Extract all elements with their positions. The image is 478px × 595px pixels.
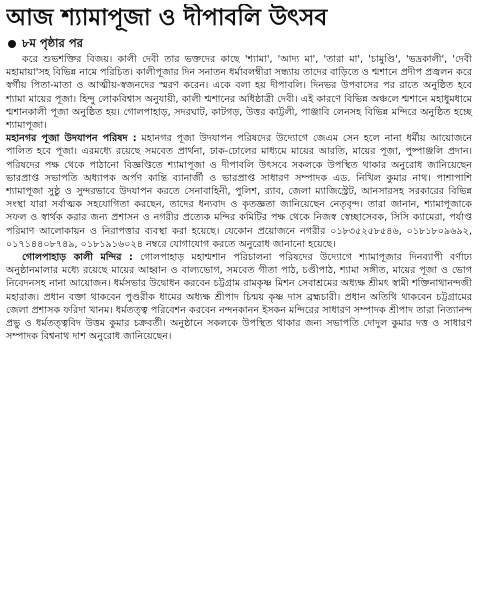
article-headline: আজ শ্যামাপূজা ও দীপাবলি উৎসব xyxy=(6,5,328,31)
continued-from-label: ৮ম পৃষ্ঠার পর xyxy=(22,36,83,50)
section-heading-puja-parishad: মহানগর পূজা উদযাপন পরিষদ : xyxy=(6,133,137,145)
bullet-icon xyxy=(8,40,16,48)
continued-from-line xyxy=(6,36,472,51)
section-body-golpahar-temple: গোলপাহাড় মহাশ্মশান পরিচালনা পরিষদের উদ্যোগে শ্যামাপূজার দিনব্যাপী বর্ণাঢ্য অনুষ্ঠানমালার মধ্যে রয়েছে মায়ের আহ্বান ও বাল্যভোগ, সমবেত গীতা পাঠ, চণ্ডীপাঠ, শ্যামা সঙ্গীত, মায়ের পূজা ও ভোগ নিবেদনসহ নানা আয়োজন। ধর্মসভার উদ্বোধন করবেন চট্টগ্রাম রামকৃষ্ণ মিশন সেবাশ্রমের অধ্যক্ষ শ্রীমৎ স্বামী শক্তিনাথানন্দজী মহারাজ। প্রধান বক্তা থাকবেন পুণ্ডরীক ধামের অধ্যক্ষ শ্রীপাদ চিন্ময় কৃষ্ণ দাস ব্রহ্মচারী। প্রধান অতিথি থাকবেন চট্টগ্রামের জেলা প্রশাসক ফরিদা খানম। ধর্মতত্ত্ব পরিবেশন করবেন নন্দনকানন ইসকন মন্দিরের সাধারণ সম্পাদক শ্রীপাদ তারা নিত্যানন্দ প্রভু ও ধর্মতত্ত্ববিদ উত্তম কুমার চক্রবর্তী। অনুষ্ঠানে সকলকে উপস্থিত থাকার জন্য সভাপতি দোদুল কুমার দত্ত ও সাধারণ সম্পাদক বিশ্বনাথ দাশ অনুরোধ জানিয়েছেন। xyxy=(6,252,472,343)
article-paragraph-1: করে শুভশক্তির বিজয়। কালী দেবী তার ভক্তদের কাছে 'শ্যামা', 'আদ্য মা', 'তারা মা', 'চামুণ্ডি', 'ভদ্রকালী', 'দেবী মহামায়া'সহ বিভিন্ন নামে পরিচিত। কালীপূজার দিন সনাতন ধর্মাবলম্বীরা সন্ধ্যায় তাদের বাড়িতে ও শ্মশানে প্রদীপ প্রজ্বলন করে স্বর্গীয় পিতা-মাতা ও আত্মীয়-স্বজনদের স্মরণ করেন। একে বলা হয় দীপাবলি। দিনভর উপবাসের পর রাতে অনুষ্ঠিত হবে শ্যামা মায়ের পূজা। হিন্দু লোকবিশ্বাস অনুযায়ী, কালী শ্মশানের অধিষ্ঠাত্রী দেবী। এই কারণে বিভিন্ন অঞ্চলে শ্মশানে মহাধুমধামে শ্মশানকালী পূজা অনুষ্ঠিত হয়। গোলপাহাড়, সদরঘাট, কাটগড়, উত্তর কাট্টলী, পাঞ্জাবি লেনসহ বিভিন্ন মন্দিরে অনুষ্ঠিত হচ্ছে শ্যামাপূজা। xyxy=(6,54,472,132)
section-body-puja-parishad: মহানগর পূজা উদযাপন পরিষদের উদ্যোগে জেএম সেন হলে নানা ধর্মীয় আয়োজনে পালিত হবে পূজা। এরমধ্যে রয়েছে সমবেত প্রার্থনা, ঢাক-ঢোলের মাধ্যমে মায়ের আরতি, মায়ের পূজা, পুষ্পাঞ্জলি প্রদান। পরিষদের পক্ষ থেকে পাঠানো বিজ্ঞপ্তিতে শ্যামাপূজা ও দীপাবলি উৎসবে সকলকে উপস্থিত থাকার অনুরোধ জানিয়েছেন ভারপ্রাপ্ত সভাপতি অধ্যাপক অর্পণ কান্তি ব্যানার্জী ও ভারপ্রাপ্ত সাধারণ সম্পাদক এড. নিখিল কুমার নাথ। পাশাপাশি শ্যামাপূজা সুষ্ঠু ও সুন্দরভাবে উদযাপন করতে সেনাবাহিনী, পুলিশ, র‍্যাব, জেলা ম্যাজিস্ট্রেট, আনসারসহ সরকারের বিভিন্ন সংস্থা যারা সর্বাত্মক সহযোগিতা করছেন, তাদের ধন্যবাদ ও কৃতজ্ঞতা জানিয়েছেন নেতৃবৃন্দ। তারা জানান, শ্যামাপূজাকে সফল ও স্বার্থক করার জন্য প্রশাসন ও নগরীর প্রত্যেক মন্দির কমিটির পক্ষ থেকে নিজস্ব স্বেচ্ছাসেবক, সিসি ক্যামেরা, পর্যাপ্ত পরিমাণ আলোকায়ন ও নিরাপত্তার ব্যবস্থা করা হয়েছে। যেকোন প্রয়োজনে নগরীর ০১৮৩৫২৫৮৫৪৬, ০১৮১৮০৯৬৯২, ০১৭১৪৪০৮৭৪৯, ০১৮১৯১৬০২৪ নম্বরে যোগাযোগ করতে অনুরোধ জানানো হয়েছে। xyxy=(6,133,472,250)
article-paragraph-2 xyxy=(6,132,472,251)
section-heading-golpahar-temple: গোলপাহাড় কালী মন্দির : xyxy=(22,252,133,264)
article-paragraph-3 xyxy=(6,251,472,343)
